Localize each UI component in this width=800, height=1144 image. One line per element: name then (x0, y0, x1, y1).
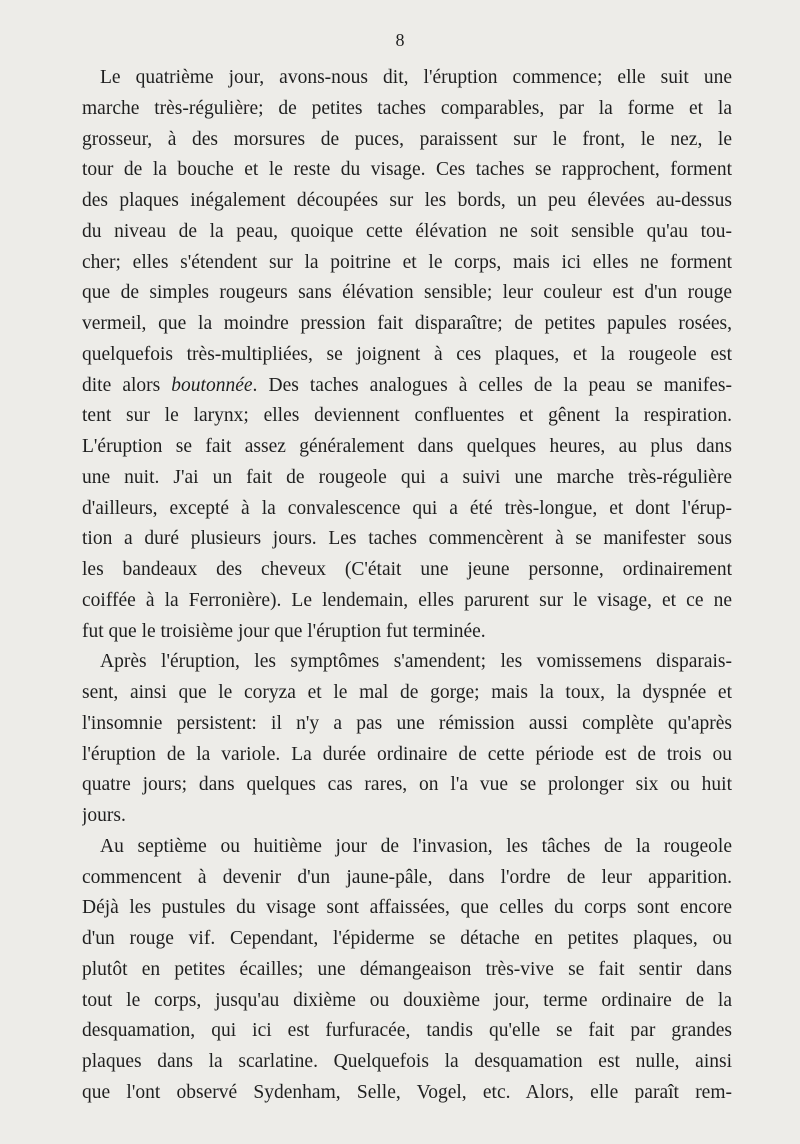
text-line: une nuit. J'ai un fait de rougeole qui a suivi une marche très-régulière (82, 466, 732, 488)
text-line: L'éruption se fait assez généralement dans quelques heures, au plus dans (82, 436, 732, 457)
text-line: d'un rouge vif. Cependant, l'épiderme se détache en petites plaques, ou (82, 928, 732, 949)
text-line: plaques dans la scarlatine. Quelquefois la desquamation est nulle, ainsi (82, 1051, 732, 1072)
page-number: 8 (395, 30, 405, 50)
text-line: sent, ainsi que le coryza et le mal de gorge; mais la toux, la dyspnée et (82, 682, 732, 703)
text-line: desquamation, qui ici est furfuracée, tandis qu'elle se fait par grandes (82, 1020, 732, 1042)
line-end: . Des taches analogues à celles de la peau se manifes- (252, 374, 732, 396)
text-line: Après l'éruption, les symptômes s'amendent; les vomissemens disparais- (100, 651, 732, 673)
text-line: fut que le troisième jour que l'éruption fut terminée. (82, 620, 486, 642)
text-line: commencent à devenir d'un jaune-pâle, dans l'ordre de leur apparition. (82, 866, 732, 888)
text-line: Au septième ou huitième jour de l'invasion, les tâches de la rougeole (100, 835, 732, 857)
body-text (82, 63, 732, 1109)
italic-term: boutonnée (171, 374, 253, 396)
text-line: quatre jours; dans quelques cas rares, on l'a vue se prolonger six ou huit (82, 774, 732, 796)
text-line: grosseur, à des morsures de puces, paraissent sur le front, le nez, le (82, 128, 732, 150)
text-line: d'ailleurs, excepté à la convalescence qui a été très-longue, et dont l'érup- (82, 497, 732, 519)
text-line: vermeil, que la moindre pression fait disparaître; de petites papules rosées, (82, 313, 732, 334)
text-line: l'insomnie persistent: il n'y a pas une rémission aussi complète qu'après (82, 712, 732, 734)
text-line: que de simples rougeurs sans élévation sensible; leur couleur est d'un rouge (82, 282, 732, 304)
text-line: tout le corps, jusqu'au dixième ou douxième jour, terme ordinaire de la (82, 989, 732, 1011)
text-line: Le quatrième jour, avons-nous dit, l'éruption commence; elle suit une (100, 67, 732, 88)
text-line: coiffée à la Ferronière). Le lendemain, elles parurent sur le visage, et ce ne (82, 589, 732, 611)
text-line: jours. (82, 805, 126, 826)
text-line: marche très-régulière; de petites taches comparables, par la forme et la (82, 97, 732, 119)
text-line: tent sur le larynx; elles deviennent confluentes et gênent la respiration. (82, 405, 732, 427)
text-line: tour de la bouche et le reste du visage. Ces taches se rapprochent, forment (82, 159, 732, 181)
text-line: que l'ont observé Sydenham, Selle, Vogel, etc. Alors, elle paraît rem- (82, 1081, 732, 1103)
text-line: des plaques inégalement découpées sur les bords, un peu élevées au-dessus (82, 190, 732, 211)
text-line: cher; elles s'étendent sur la poitrine et le corps, mais ici elles ne forment (82, 251, 732, 273)
text-line-with-italic (82, 371, 732, 402)
text-line: quelquefois très-multipliées, se joignent à ces plaques, et la rougeole est (82, 343, 732, 365)
text-line: du niveau de la peau, quoique cette élévation ne soit sensible qu'au tou- (82, 220, 732, 242)
text-line: les bandeaux des cheveux (C'était une jeune personne, ordinairement (82, 559, 732, 580)
text-line: plutôt en petites écailles; une démangeaison très-vive se fait sentir dans (82, 958, 732, 980)
text-line: Déjà les pustules du visage sont affaissées, que celles du corps sont encore (82, 897, 732, 919)
text-line: tion a duré plusieurs jours. Les taches commencèrent à se manifester sous (82, 528, 732, 550)
line-start: dite alors (82, 374, 172, 396)
text-line: l'éruption de la variole. La durée ordinaire de cette période est de trois ou (82, 743, 732, 765)
